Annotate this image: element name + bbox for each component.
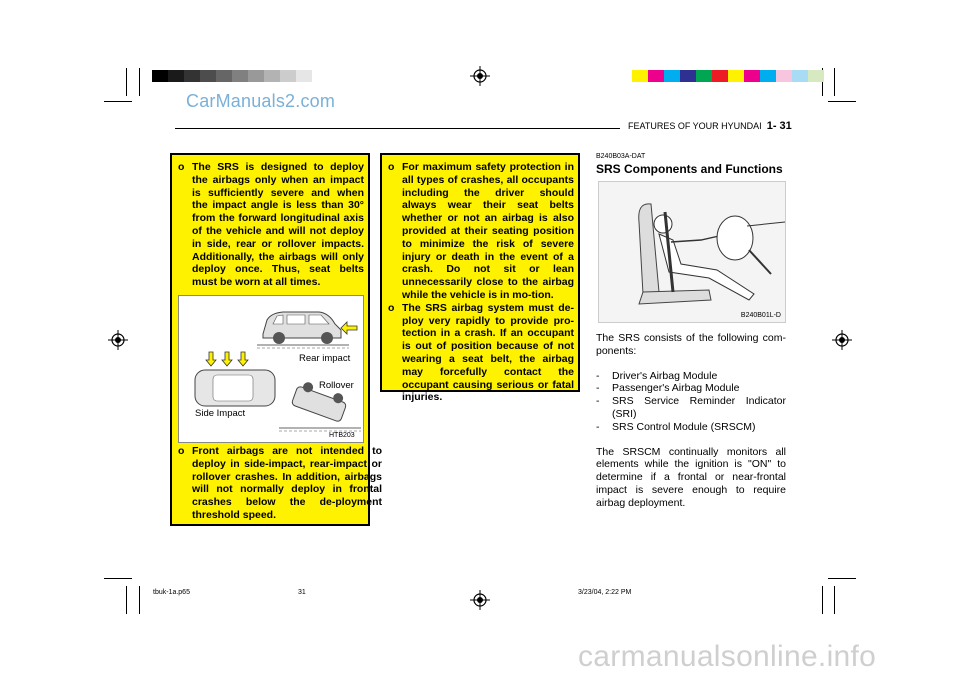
color-swatch <box>744 70 760 82</box>
components-body <box>596 332 786 510</box>
header-rule <box>175 128 620 129</box>
color-swatch <box>680 70 696 82</box>
gray-swatch <box>152 70 168 82</box>
registration-mark-icon <box>108 330 128 350</box>
figure-code: HTB203 <box>329 432 355 439</box>
gray-swatch <box>296 70 312 82</box>
color-swatch <box>808 70 824 82</box>
bullet-text: Front airbags are not intended to deploy in side-impact, rear-impact or rollover crashes. In addition, airbags will not normally deploy in frontal crashes below the de-ployment threshold speed. <box>192 445 382 521</box>
list-item <box>596 370 786 383</box>
components-list <box>596 370 786 434</box>
gray-swatch <box>200 70 216 82</box>
list-dash: - <box>596 395 600 408</box>
impact-diagram-icon <box>179 296 363 442</box>
list-dash: - <box>596 382 600 395</box>
bullet-text: For maximum safety protection in all types of crashes, all occupants including the driver should always wear their seat belts whether or not an airbag is also provided at their seating position to minimize the risk of severe injury or death in the event of a crash. Do not sit or lean unnecessarily close to the airbag while the vehicle is in mo-tion. <box>402 161 574 301</box>
watermark-bottom[interactable]: carmanualsonline.info <box>578 640 877 673</box>
rear-impact-label: Rear impact <box>299 353 351 364</box>
list-item-text: SRS Control Module (SRSCM) <box>612 420 756 433</box>
list-dash: - <box>596 369 600 382</box>
color-swatch <box>664 70 680 82</box>
registration-mark-icon <box>832 330 852 350</box>
list-dash: - <box>596 420 600 433</box>
warning-box-left <box>170 153 382 526</box>
monitoring-paragraph: The SRSCM continually monitors all elements while the ignition is "ON" to determine if a frontal or near-frontal impact is severe enough to require airbag deployment. <box>596 445 786 509</box>
rollover-label: Rollover <box>319 380 354 391</box>
side-impact-label: Side Impact <box>195 408 246 419</box>
footer-timestamp: 3/23/04, 2:22 PM <box>578 589 632 596</box>
footer-filename: tbuk-1a.p65 <box>153 589 190 596</box>
bullet-marker: o <box>178 161 185 173</box>
gray-swatch <box>184 70 200 82</box>
color-swatch <box>712 70 728 82</box>
figure-code: B240B01L-D <box>740 312 781 319</box>
bullet-item <box>384 302 574 404</box>
section-title: SRS Components and Functions <box>596 162 783 176</box>
page-number: 1- 31 <box>766 120 792 132</box>
list-item-text: Driver's Airbag Module <box>612 369 718 382</box>
gray-swatch <box>168 70 184 82</box>
gray-swatch <box>264 70 280 82</box>
page-header <box>628 120 792 132</box>
color-swatch <box>728 70 744 82</box>
bullet-item <box>174 161 364 289</box>
srs-components-section <box>596 153 786 176</box>
airbag-illustration <box>598 181 786 323</box>
warning-box-right <box>380 153 580 404</box>
color-swatch <box>776 70 792 82</box>
gray-swatch <box>280 70 296 82</box>
grayscale-bar <box>152 70 312 82</box>
color-swatch <box>792 70 808 82</box>
bullet-text: The SRS is designed to deploy the airbags only when an impact is sufficiently severe and when the impact angle is less than 30° from the forward longitudinal axis of the vehicle and will not deploy in side, rear or rollover impacts. Additionally, the airbags will only deploy once. Thus, seat belts must be worn at all times. <box>192 161 364 289</box>
list-item-text: SRS Service Reminder Indicator (SRI) <box>612 395 786 420</box>
driver-airbag-icon <box>599 182 785 322</box>
gray-swatch <box>216 70 232 82</box>
color-swatch <box>632 70 648 82</box>
color-swatch <box>696 70 712 82</box>
registration-mark-icon <box>470 66 490 86</box>
bullet-item <box>384 161 574 302</box>
bullet-marker: o <box>388 161 395 173</box>
list-item <box>596 395 786 421</box>
list-item-text: Passenger's Airbag Module <box>612 382 740 395</box>
bullet-marker: o <box>178 445 185 457</box>
list-item <box>596 382 786 395</box>
registration-mark-icon <box>470 590 490 610</box>
bullet-item <box>174 445 382 522</box>
color-swatch <box>760 70 776 82</box>
section-code: B240B03A-DAT <box>596 153 646 160</box>
color-calibration-bar <box>632 70 824 82</box>
intro-paragraph: The SRS consists of the following com-ponents: <box>596 332 786 357</box>
gray-swatch <box>232 70 248 82</box>
header-section: FEATURES OF YOUR HYUNDAI <box>628 121 762 131</box>
gray-swatch <box>248 70 264 82</box>
impact-illustration <box>178 295 364 443</box>
list-item <box>596 421 786 434</box>
footer-page-number: 31 <box>298 589 306 596</box>
bullet-text: The SRS airbag system must de-ploy very rapidly to provide pro-tection in a crash. If an occupant is out of position because of not wearing a seat belt, the airbag may forcefully contact the occupant causing serious or fatal injuries. <box>402 301 574 404</box>
bullet-marker: o <box>388 301 395 314</box>
color-swatch <box>648 70 664 82</box>
watermark-top[interactable]: CarManuals2.com <box>186 91 336 111</box>
